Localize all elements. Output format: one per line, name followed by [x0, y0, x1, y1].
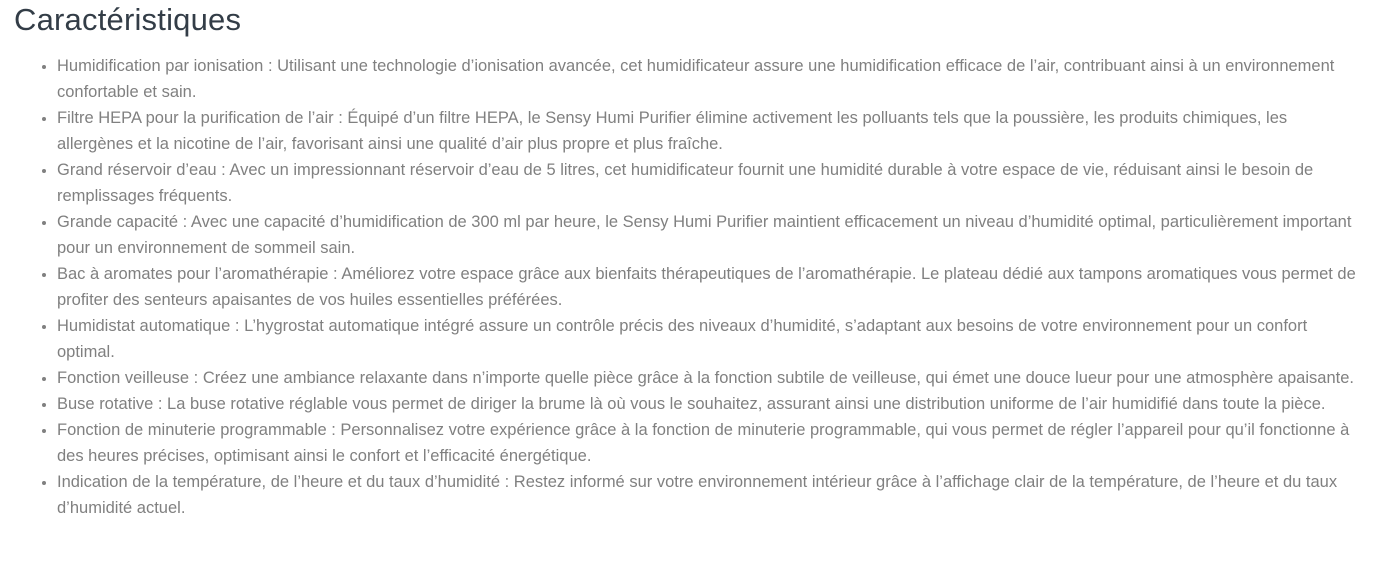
feature-item: • Humidification par ionisation : Utilisant une technologie d’ionisation avancée, cet humidificateur assure une humidification efficace de l’air, contribuant ainsi à un environnement confortable et sain.: [57, 53, 1357, 105]
section-title: Caractéristiques: [14, 2, 242, 37]
features-list: [0, 53, 1373, 521]
feature-item: • Filtre HEPA pour la purification de l’air : Équipé d’un filtre HEPA, le Sensy Humi Purifier élimine activement les polluants tels que la poussière, les produits chimiques, les allergènes et la nicotine de l’air, favorisant ainsi une qualité d’air plus propre et plus fraîche.: [57, 105, 1357, 157]
feature-item: • Fonction veilleuse : Créez une ambiance relaxante dans n’importe quelle pièce grâce à la fonction subtile de veilleuse, qui émet une douce lueur pour une atmosphère apaisante.: [57, 365, 1357, 391]
feature-item: • Buse rotative : La buse rotative réglable vous permet de diriger la brume là où vous le souhaitez, assurant ainsi une distribution uniforme de l’air humidifié dans toute la pièce.: [57, 391, 1357, 417]
feature-item: • Grande capacité : Avec une capacité d’humidification de 300 ml par heure, le Sensy Humi Purifier maintient efficacement un niveau d’humidité optimal, particulièrement important pour un environnement de sommeil sain.: [57, 209, 1357, 261]
feature-item: • Humidistat automatique : L’hygrostat automatique intégré assure un contrôle précis des niveaux d’humidité, s’adaptant aux besoins de votre environnement pour un confort optimal.: [57, 313, 1357, 365]
feature-item: • Indication de la température, de l’heure et du taux d’humidité : Restez informé sur votre environnement intérieur grâce à l’affichage clair de la température, de l’heure et du taux d’humidité actuel.: [57, 469, 1357, 521]
feature-item: • Grand réservoir d’eau : Avec un impressionnant réservoir d’eau de 5 litres, cet humidificateur fournit une humidité durable à votre espace de vie, réduisant ainsi le besoin de remplissages fréquents.: [57, 157, 1357, 209]
feature-item: • Fonction de minuterie programmable : Personnalisez votre expérience grâce à la fonction de minuterie programmable, qui vous permet de régler l’appareil pour qu’il fonctionne à des heures précises, optimisant ainsi le confort et l’efficacité énergétique.: [57, 417, 1357, 469]
feature-item: • Bac à aromates pour l’aromathérapie : Améliorez votre espace grâce aux bienfaits thérapeutiques de l’aromathérapie. Le plateau dédié aux tampons aromatiques vous permet de profiter des senteurs apaisantes de vos huiles essentielles préférées.: [57, 261, 1357, 313]
